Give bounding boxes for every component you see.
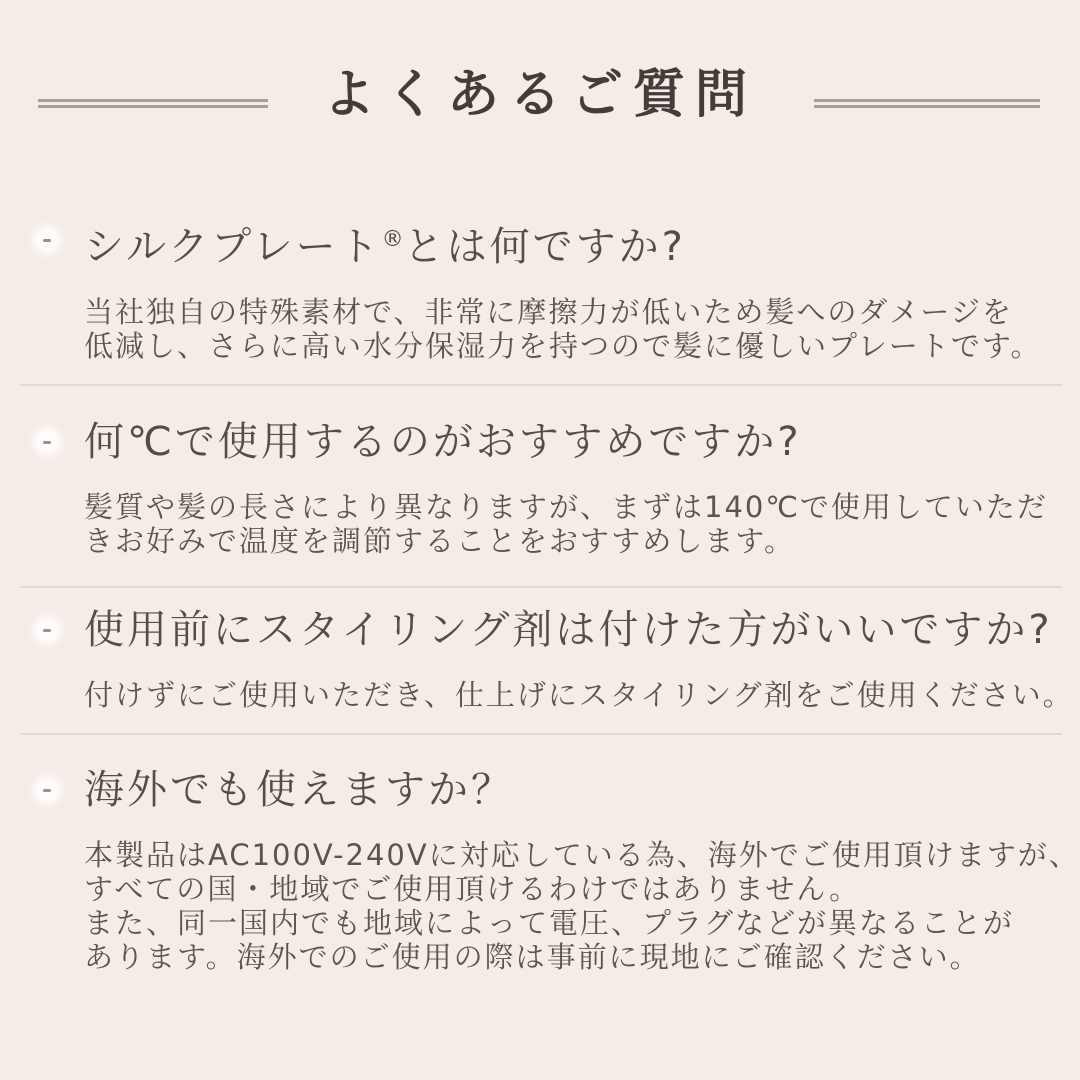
question-bullet-icon xyxy=(36,229,58,251)
faq-item-styling-product xyxy=(84,605,1074,712)
question-text: とは何ですか? xyxy=(403,224,686,270)
answer-line: 低減し、さらに高い水分保湿力を持つので髪に優しいプレートです。 xyxy=(84,329,1042,363)
item-separator xyxy=(20,384,1062,386)
answer-line: すべての国・地域でご使用頂けるわけではありません。 xyxy=(84,872,861,906)
faq-question: 使用前にスタイリング剤は付けた方がいいですか? xyxy=(84,607,1053,653)
answer-line: また、同一国内でも地域によって電圧、プラグなどが異なることが xyxy=(84,906,1015,940)
answer-line: 本製品はAC100V-240Vに対応している為、海外でご使用頂けますが、 xyxy=(84,838,1080,872)
answer-line: 当社独自の特殊素材で、非常に摩擦力が低いため髪へのダメージを xyxy=(84,295,1013,329)
faq-answer xyxy=(84,295,1040,363)
answer-line: 付けずにご使用いただき、仕上げにスタイリング剤をご使用ください。 xyxy=(84,678,1074,712)
answer-line: 髪質や髪の長さにより異なりますが、まずは140℃で使用していただ xyxy=(84,490,1048,524)
question-bullet-icon xyxy=(36,619,58,641)
faq-question: 何℃で使用するのがおすすめですか? xyxy=(84,419,802,465)
faq-answer xyxy=(84,490,1048,558)
faq-question: 海外でも使えますか？ xyxy=(84,767,514,813)
question-bullet-icon xyxy=(36,431,58,453)
title-divider-right xyxy=(814,99,1040,108)
answer-line: きお好みで温度を調節することをおすすめします。 xyxy=(84,524,795,558)
faq-item-silk-plate xyxy=(84,215,1040,363)
registered-mark: ® xyxy=(381,227,404,252)
faq-answer xyxy=(84,838,1080,974)
page-title: よくあるご質問 xyxy=(322,64,757,125)
question-bullet-icon xyxy=(36,779,58,801)
title-row xyxy=(0,66,1080,124)
faq-question xyxy=(84,215,1040,272)
faq-answer xyxy=(84,678,1074,712)
question-text: シルクプレート xyxy=(84,224,382,270)
faq-item-overseas-use xyxy=(84,765,1080,974)
title-divider-left xyxy=(38,99,268,108)
item-separator xyxy=(20,586,1062,588)
item-separator xyxy=(20,733,1062,735)
faq-item-temperature xyxy=(84,417,1048,558)
answer-line: あります。海外でのご使用の際は事前に現地にご確認ください。 xyxy=(84,940,981,974)
